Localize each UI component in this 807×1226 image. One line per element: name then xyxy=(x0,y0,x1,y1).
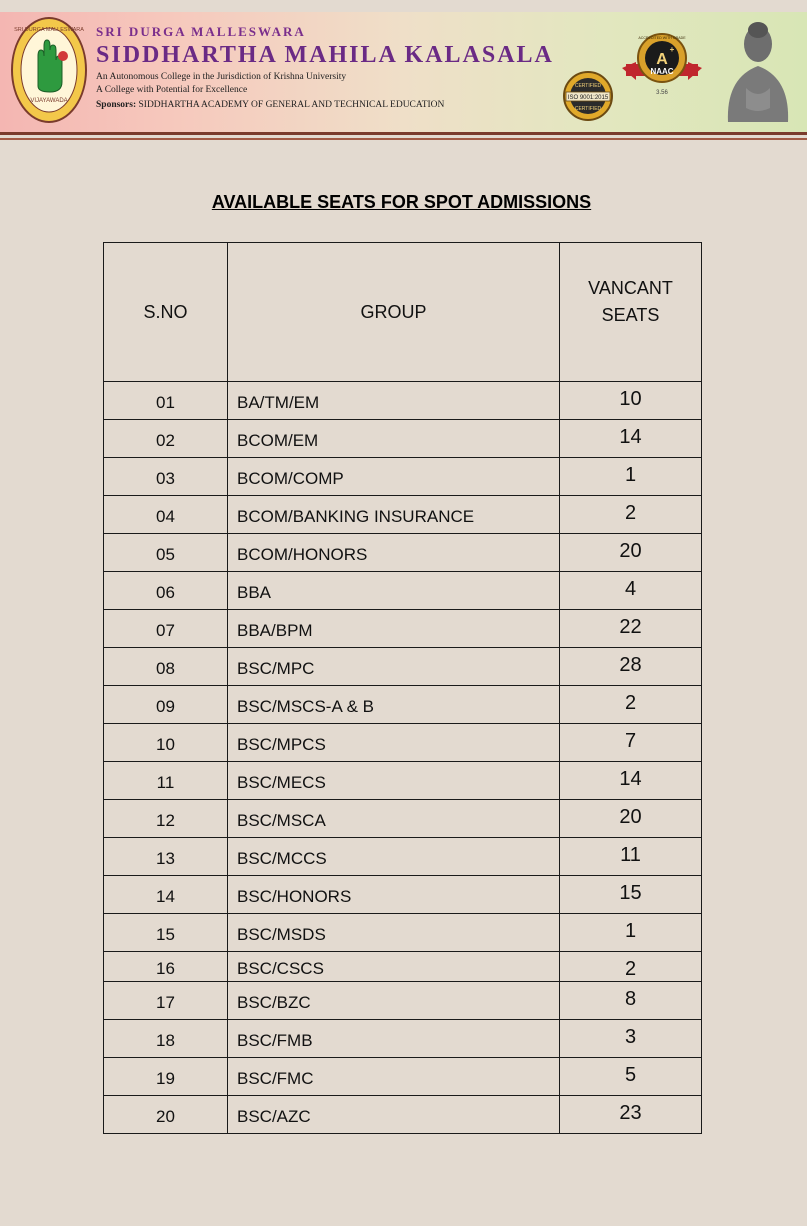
row-group: BSC/FMC xyxy=(228,1058,560,1096)
row-sno: 19 xyxy=(104,1058,228,1096)
college-tagline-top: SRI DURGA MALLESWARA xyxy=(96,24,306,39)
row-group: BSC/MSCS-A & B xyxy=(228,686,560,724)
table-header-row xyxy=(104,243,702,382)
row-vacant-seats: 20 xyxy=(560,800,702,838)
row-vacant-seats: 7 xyxy=(560,724,702,762)
row-vacant-seats: 2 xyxy=(560,496,702,534)
svg-text:CERTIFIED: CERTIFIED xyxy=(574,106,602,112)
row-sno: 09 xyxy=(104,686,228,724)
table-row xyxy=(104,1096,702,1134)
table-row xyxy=(104,496,702,534)
table-row xyxy=(104,572,702,610)
row-vacant-seats: 14 xyxy=(560,762,702,800)
row-group: BSC/HONORS xyxy=(228,876,560,914)
row-group: BBA xyxy=(228,572,560,610)
row-sno: 05 xyxy=(104,534,228,572)
svg-text:CERTIFIED: CERTIFIED xyxy=(574,83,602,89)
row-sno: 15 xyxy=(104,914,228,952)
row-vacant-seats: 3 xyxy=(560,1020,702,1058)
table-row xyxy=(104,800,702,838)
row-sno: 04 xyxy=(104,496,228,534)
table-row xyxy=(104,914,702,952)
college-name: SIDDHARTHA MAHILA KALASALA xyxy=(96,42,554,68)
table-row xyxy=(104,952,702,982)
row-vacant-seats: 11 xyxy=(560,838,702,876)
row-vacant-seats: 22 xyxy=(560,610,702,648)
college-sponsor xyxy=(96,100,616,110)
college-motto: A College with Potential for Excellence xyxy=(96,85,248,95)
table-row xyxy=(104,534,702,572)
svg-text:ACCREDITED WITH GRADE: ACCREDITED WITH GRADE xyxy=(638,36,686,40)
row-vacant-seats: 2 xyxy=(560,952,702,982)
row-vacant-seats: 28 xyxy=(560,648,702,686)
row-vacant-seats: 1 xyxy=(560,914,702,952)
college-logo xyxy=(10,16,88,124)
banner-divider xyxy=(0,132,807,135)
vacant-header-line2: SEATS xyxy=(601,305,660,325)
svg-text:A: A xyxy=(656,51,668,68)
seats-table xyxy=(103,242,702,1134)
table-row xyxy=(104,1058,702,1096)
row-vacant-seats: 14 xyxy=(560,420,702,458)
svg-text:VIJAYAWADA: VIJAYAWADA xyxy=(30,98,68,104)
svg-text:NAAC: NAAC xyxy=(650,67,674,76)
row-vacant-seats: 15 xyxy=(560,876,702,914)
row-vacant-seats: 5 xyxy=(560,1058,702,1096)
college-affiliation: An Autonomous College in the Jurisdiction of Krishna University xyxy=(96,72,347,82)
sponsor-label: Sponsors: xyxy=(96,100,137,110)
table-row xyxy=(104,982,702,1020)
row-sno: 08 xyxy=(104,648,228,686)
row-vacant-seats: 1 xyxy=(560,458,702,496)
banner-divider-thin xyxy=(0,138,807,140)
row-sno: 12 xyxy=(104,800,228,838)
row-sno: 18 xyxy=(104,1020,228,1058)
row-group: BSC/CSCS xyxy=(228,952,560,982)
table-row xyxy=(104,458,702,496)
table-row xyxy=(104,382,702,420)
row-sno: 14 xyxy=(104,876,228,914)
svg-text:3.56: 3.56 xyxy=(656,90,668,96)
row-vacant-seats: 2 xyxy=(560,686,702,724)
row-group: BSC/MECS xyxy=(228,762,560,800)
row-group: BCOM/COMP xyxy=(228,458,560,496)
column-header-sno: S.NO xyxy=(104,243,228,382)
row-sno: 10 xyxy=(104,724,228,762)
row-group: BSC/MCCS xyxy=(228,838,560,876)
naac-badge-icon xyxy=(616,28,708,106)
row-sno: 11 xyxy=(104,762,228,800)
row-vacant-seats: 20 xyxy=(560,534,702,572)
row-group: BSC/AZC xyxy=(228,1096,560,1134)
column-header-vacant-seats xyxy=(560,243,702,382)
page-title: AVAILABLE SEATS FOR SPOT ADMISSIONS xyxy=(211,192,592,212)
row-sno: 06 xyxy=(104,572,228,610)
row-sno: 03 xyxy=(104,458,228,496)
row-sno: 07 xyxy=(104,610,228,648)
table-row xyxy=(104,648,702,686)
row-vacant-seats: 23 xyxy=(560,1096,702,1134)
iso-badge-icon xyxy=(562,70,614,122)
row-vacant-seats: 8 xyxy=(560,982,702,1020)
row-group: BCOM/EM xyxy=(228,420,560,458)
row-group: BSC/MSDS xyxy=(228,914,560,952)
table-row xyxy=(104,838,702,876)
svg-text:ISO 9001:2015: ISO 9001:2015 xyxy=(567,95,609,101)
row-group: BSC/MPC xyxy=(228,648,560,686)
svg-text:+: + xyxy=(669,45,675,54)
row-group: BSC/MPCS xyxy=(228,724,560,762)
row-group: BCOM/BANKING INSURANCE xyxy=(228,496,560,534)
row-group: BSC/BZC xyxy=(228,982,560,1020)
row-group: BSC/MSCA xyxy=(228,800,560,838)
row-sno: 01 xyxy=(104,382,228,420)
row-group: BBA/BPM xyxy=(228,610,560,648)
column-header-group: GROUP xyxy=(228,243,560,382)
table-row xyxy=(104,686,702,724)
table-row xyxy=(104,610,702,648)
row-sno: 02 xyxy=(104,420,228,458)
row-group: BSC/FMB xyxy=(228,1020,560,1058)
table-row xyxy=(104,1020,702,1058)
row-sno: 16 xyxy=(104,952,228,982)
row-vacant-seats: 10 xyxy=(560,382,702,420)
table-row xyxy=(104,420,702,458)
svg-text:SRI DURGA MALLESWARA: SRI DURGA MALLESWARA xyxy=(14,27,84,33)
vacant-header-line1: VANCANT xyxy=(588,278,673,298)
college-info xyxy=(96,16,616,110)
row-sno: 17 xyxy=(104,982,228,1020)
row-sno: 20 xyxy=(104,1096,228,1134)
table-row xyxy=(104,876,702,914)
row-group: BA/TM/EM xyxy=(228,382,560,420)
sponsor-name: SIDDHARTHA ACADEMY OF GENERAL AND TECHNICAL EDUCATION xyxy=(138,100,445,110)
buddha-statue-icon xyxy=(716,18,800,122)
table-row xyxy=(104,724,702,762)
table-row xyxy=(104,762,702,800)
row-sno: 13 xyxy=(104,838,228,876)
row-vacant-seats: 4 xyxy=(560,572,702,610)
row-group: BCOM/HONORS xyxy=(228,534,560,572)
